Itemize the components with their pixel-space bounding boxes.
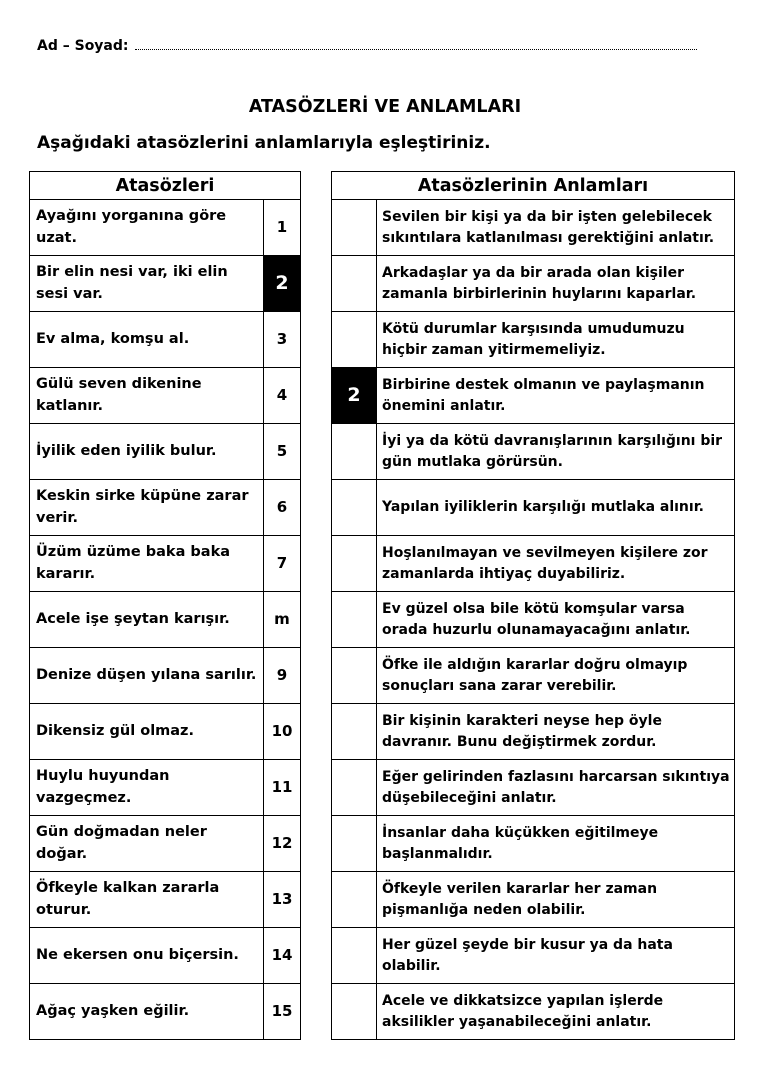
proverb-text: Bir elin nesi var, iki elin sesi var. [30, 256, 264, 312]
meaning-row [332, 704, 735, 760]
answer-box[interactable]: 2 [332, 368, 377, 424]
proverb-row [30, 480, 301, 536]
answer-box[interactable] [332, 592, 377, 648]
proverb-text: Keskin sirke küpüne zarar verir. [30, 480, 264, 536]
answer-box[interactable] [332, 816, 377, 872]
proverb-row [30, 200, 301, 256]
proverb-row [30, 312, 301, 368]
meaning-text: Sevilen bir kişi ya da bir işten gelebilecek sıkıntılara katlanılması gerektiğini anlatır. [377, 200, 735, 256]
answer-box[interactable] [332, 480, 377, 536]
meaning-row [332, 984, 735, 1040]
meanings-table [331, 171, 735, 1040]
proverb-text: Üzüm üzüme baka baka kararır. [30, 536, 264, 592]
proverb-row [30, 760, 301, 816]
proverb-number: 3 [264, 312, 301, 368]
proverb-text: Ne ekersen onu biçersin. [30, 928, 264, 984]
meaning-text: Her güzel şeyde bir kusur ya da hata olabilir. [377, 928, 735, 984]
answer-box[interactable] [332, 704, 377, 760]
meaning-row [332, 648, 735, 704]
proverb-text: Denize düşen yılana sarılır. [30, 648, 264, 704]
meaning-row [332, 256, 735, 312]
meaning-text: Hoşlanılmayan ve sevilmeyen kişilere zor zamanlarda ihtiyaç duyabiliriz. [377, 536, 735, 592]
proverb-text: Dikensiz gül olmaz. [30, 704, 264, 760]
proverb-row [30, 368, 301, 424]
proverb-number: 4 [264, 368, 301, 424]
answer-box[interactable] [332, 256, 377, 312]
proverb-text: Ayağını yorganına göre uzat. [30, 200, 264, 256]
proverb-number: 5 [264, 424, 301, 480]
meaning-text: Eğer gelirinden fazlasını harcarsan sıkıntıya düşebileceğini anlatır. [377, 760, 735, 816]
answer-box[interactable] [332, 872, 377, 928]
proverb-row [30, 704, 301, 760]
answer-box[interactable] [332, 536, 377, 592]
proverb-number: 12 [264, 816, 301, 872]
answer-box[interactable] [332, 424, 377, 480]
meaning-text: Bir kişinin karakteri neyse hep öyle davranır. Bunu değiştirmek zordur. [377, 704, 735, 760]
meaning-text: Acele ve dikkatsizce yapılan işlerde aksilikler yaşanabileceğini anlatır. [377, 984, 735, 1040]
proverb-number: 13 [264, 872, 301, 928]
proverb-number: 11 [264, 760, 301, 816]
proverb-row [30, 592, 301, 648]
answer-box[interactable] [332, 648, 377, 704]
meaning-row [332, 928, 735, 984]
meaning-text: Yapılan iyiliklerin karşılığı mutlaka alınır. [377, 480, 735, 536]
proverb-number: 6 [264, 480, 301, 536]
proverb-number: 14 [264, 928, 301, 984]
proverb-text: Öfkeyle kalkan zararla oturur. [30, 872, 264, 928]
answer-box[interactable] [332, 200, 377, 256]
proverb-row [30, 928, 301, 984]
meaning-row [332, 368, 735, 424]
proverb-text: İyilik eden iyilik bulur. [30, 424, 264, 480]
proverb-text: Huylu huyundan vazgeçmez. [30, 760, 264, 816]
meaning-text: Öfke ile aldığın kararlar doğru olmayıp sonuçları sana zarar verebilir. [377, 648, 735, 704]
proverb-row [30, 648, 301, 704]
proverbs-table [29, 171, 301, 1040]
instruction-text: Aşağıdaki atasözlerini anlamlarıyla eşleştiriniz. [37, 133, 491, 153]
meaning-row [332, 536, 735, 592]
page-title: ATASÖZLERİ VE ANLAMLARI [248, 97, 522, 117]
proverb-text: Ağaç yaşken eğilir. [30, 984, 264, 1040]
proverb-text: Acele işe şeytan karışır. [30, 592, 264, 648]
meaning-text: Ev güzel olsa bile kötü komşular varsa orada huzurlu olunamayacağını anlatır. [377, 592, 735, 648]
meaning-row [332, 816, 735, 872]
meanings-heading: Atasözlerinin Anlamları [332, 172, 735, 200]
answer-box[interactable] [332, 928, 377, 984]
proverb-number: 15 [264, 984, 301, 1040]
proverb-row [30, 872, 301, 928]
name-field[interactable] [37, 37, 697, 54]
meaning-row [332, 424, 735, 480]
proverb-row [30, 256, 301, 312]
meaning-text: Kötü durumlar karşısında umudumuzu hiçbir zaman yitirmemeliyiz. [377, 312, 735, 368]
proverb-row [30, 984, 301, 1040]
name-blank-line[interactable] [135, 37, 697, 50]
meaning-text: Birbirine destek olmanın ve paylaşmanın önemini anlatır. [377, 368, 735, 424]
name-label: Ad – Soyad: [37, 38, 129, 54]
proverb-text: Ev alma, komşu al. [30, 312, 264, 368]
meaning-row [332, 760, 735, 816]
meaning-row [332, 312, 735, 368]
meaning-row [332, 592, 735, 648]
answer-box[interactable] [332, 312, 377, 368]
proverb-row [30, 536, 301, 592]
proverbs-heading: Atasözleri [30, 172, 301, 200]
proverb-row [30, 816, 301, 872]
proverb-number: 2 [264, 256, 301, 312]
meaning-row [332, 200, 735, 256]
meaning-row [332, 480, 735, 536]
proverb-text: Gülü seven dikenine katlanır. [30, 368, 264, 424]
proverb-number: 7 [264, 536, 301, 592]
meaning-text: İyi ya da kötü davranışlarının karşılığını bir gün mutlaka görürsün. [377, 424, 735, 480]
meaning-text: İnsanlar daha küçükken eğitilmeye başlanmalıdır. [377, 816, 735, 872]
meaning-text: Arkadaşlar ya da bir arada olan kişiler zamanla birbirlerinin huylarını kaparlar. [377, 256, 735, 312]
meaning-row [332, 872, 735, 928]
proverb-number: 10 [264, 704, 301, 760]
proverb-number: 1 [264, 200, 301, 256]
proverb-text: Gün doğmadan neler doğar. [30, 816, 264, 872]
proverb-row [30, 424, 301, 480]
proverb-number: 9 [264, 648, 301, 704]
answer-box[interactable] [332, 984, 377, 1040]
proverb-number: m [264, 592, 301, 648]
answer-box[interactable] [332, 760, 377, 816]
meaning-text: Öfkeyle verilen kararlar her zaman pişmanlığa neden olabilir. [377, 872, 735, 928]
